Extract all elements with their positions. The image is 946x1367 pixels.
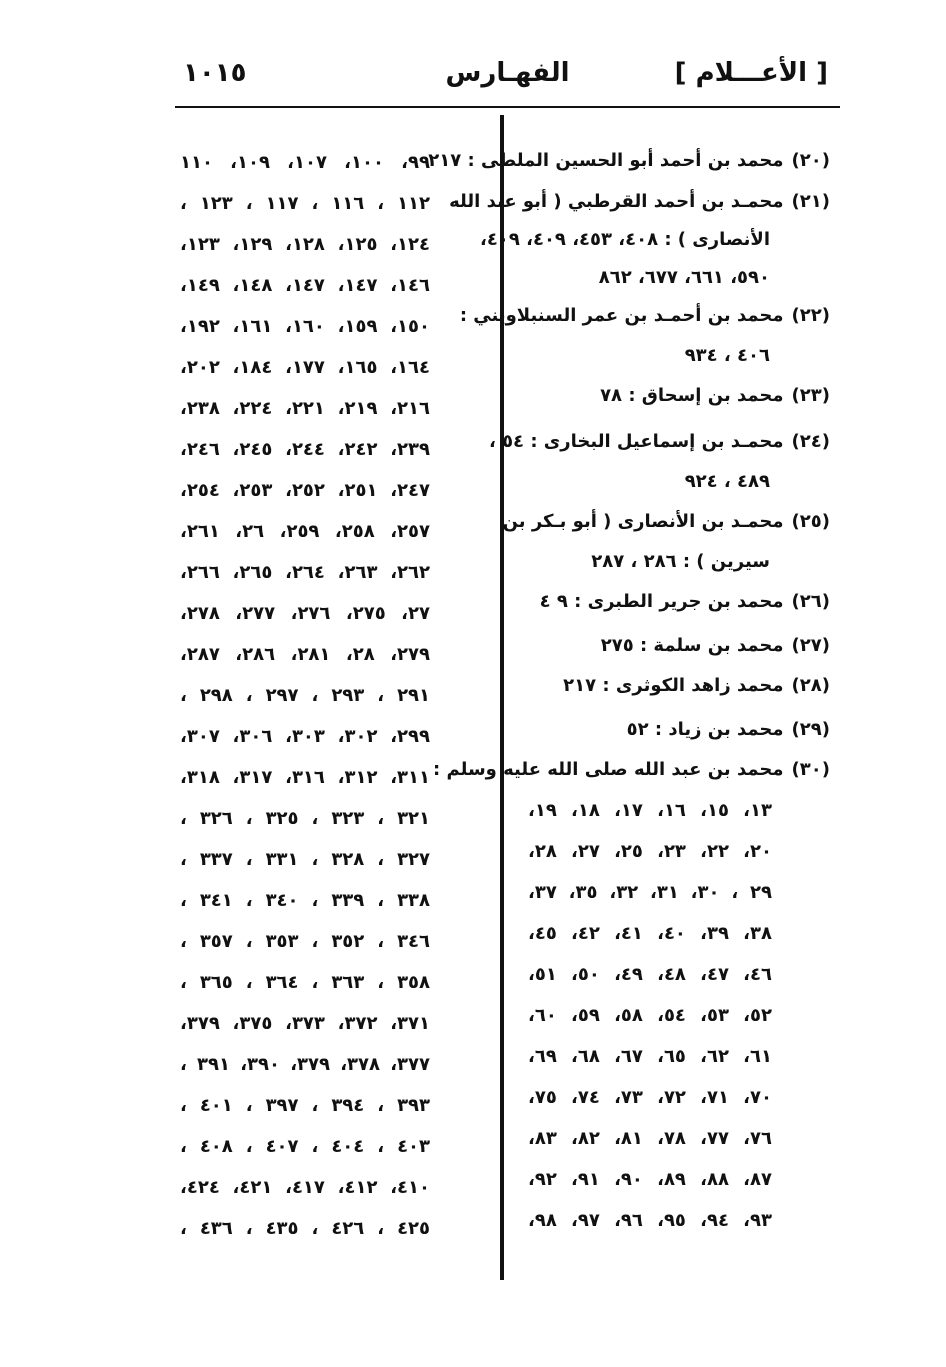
index-entry-29 [528, 715, 830, 745]
entry-number: (٣٠) [791, 759, 830, 780]
entry-number: (٢٢) [791, 305, 830, 326]
entry-continuation: ٥٩٠، ٦٦١، ٦٧٧، ٨٦٢ [598, 267, 770, 288]
reference-line: ٣٩٣ ، ٣٩٤ ، ٣٩٧ ، ٤٠١ ، [180, 1095, 431, 1116]
entry-number: (٢٦) [791, 591, 830, 612]
entry-text: محمد زاهد الكوثرى : ٢١٧ [563, 675, 784, 696]
reference-line: ١٢٤، ١٢٥، ١٢٨، ١٢٩، ١٢٣، [180, 234, 430, 255]
index-entry-24 [488, 427, 830, 497]
entry-text: محمـد بن أحمد القرطبي ( أبو عبد الله [449, 191, 784, 212]
reference-line: ٤٠٣ ، ٤٠٤ ، ٤٠٧ ، ٤٠٨ ، [180, 1136, 431, 1157]
reference-line: ٣٢١ ، ٣٢٣ ، ٣٢٥ ، ٣٢٦ ، [180, 808, 431, 829]
entry-number: (٢٩) [791, 719, 830, 740]
left-column [180, 148, 430, 1255]
entry-text: محمد بن جرير الطبرى : ٩ ٤ [539, 591, 784, 612]
reference-line: ٩٩، ١٠٠، ١٠٧، ١٠٩، ١١٠ [180, 152, 430, 173]
section-label: [ الأعـــلام ] [674, 58, 828, 88]
index-entry-21 [449, 187, 830, 293]
column-divider [500, 115, 504, 1280]
reference-line: ٣٤٦ ، ٣٥٢ ، ٣٥٣ ، ٣٥٧ ، [180, 931, 431, 952]
entry-number: (٢٠) [791, 150, 830, 171]
reference-line: ٣٥٨ ، ٣٦٣ ، ٣٦٤ ، ٣٦٥ ، [180, 972, 431, 993]
reference-line: ٣٣٨ ، ٣٣٩ ، ٣٤٠ ، ٣٤١ ، [180, 890, 431, 911]
entry-continuation: ٤٠٦ ، ٩٣٤ [684, 345, 770, 366]
reference-line: ٢٦٢، ٢٦٣، ٢٦٤، ٢٦٥، ٢٦٦، [180, 562, 430, 583]
entry-number: (٢٨) [791, 675, 830, 696]
reference-line: ٣٢٧ ، ٣٢٨ ، ٣٣١ ، ٣٣٧ ، [180, 849, 431, 870]
entry-text: محمد بن أحمد أبو الحسين الملطى : ٢١٧ [428, 150, 784, 171]
index-entry-22 [459, 301, 830, 371]
entry-reference-line: ٨٧، ٨٨، ٨٩، ٩٠، ٩١، ٩٢، [528, 1169, 772, 1190]
index-entry-20 [428, 146, 830, 176]
entry-reference-line: ٤٦، ٤٧، ٤٨، ٤٩، ٥٠، ٥١، [528, 964, 772, 985]
entry-text: محمد بن إسحاق : ٧٨ [600, 385, 784, 406]
reference-line: ٣٧١، ٣٧٢، ٣٧٣، ٣٧٥، ٣٧٩، [180, 1013, 430, 1034]
entry-reference-line: ٦١، ٦٢، ٦٥، ٦٧، ٦٨، ٦٩، [528, 1046, 772, 1067]
reference-line: ٤١٠، ٤١٢، ٤١٧، ٤٢١، ٤٢٤، [180, 1177, 430, 1198]
index-entry-25 [502, 507, 830, 577]
entry-reference-line: ٢٠، ٢٢، ٢٣، ٢٥، ٢٧، ٢٨، [528, 841, 772, 862]
right-column [428, 146, 830, 1236]
entry-reference-line: ٩٣، ٩٤، ٩٥، ٩٦، ٩٧، ٩٨، [528, 1210, 772, 1231]
reference-line: ٢٥٧، ٢٥٨، ٢٥٩، ٢٦، ٢٦١، [180, 521, 431, 542]
entry-text: محمـد بن إسماعيل البخارى : ٥٤ ، [488, 431, 784, 452]
reference-line: ٢٩٩، ٣٠٢، ٣٠٣، ٣٠٦، ٣٠٧، [180, 726, 430, 747]
entry-number: (٢١) [791, 191, 830, 212]
reference-line: ١١٢ ، ١١٦ ، ١١٧ ، ١٢٣ ، [180, 193, 431, 214]
entry-continuation: ٤٨٩ ، ٩٢٤ [684, 471, 770, 492]
entry-text: محمـد بن الأنصارى ( أبو بـكر بن [502, 511, 784, 532]
entry-reference-line: ١٣، ١٥، ١٦، ١٧، ١٨، ١٩، [528, 800, 772, 821]
entry-reference-line: ٥٢، ٥٣، ٥٤، ٥٨، ٥٩، ٦٠، [528, 1005, 772, 1026]
reference-line: ١٤٦، ١٤٧، ١٤٧، ١٤٨، ١٤٩، [180, 275, 430, 296]
reference-line: ٢٧٩، ٢٨، ٢٨١، ٢٨٦، ٢٨٧، [180, 644, 431, 665]
entry-reference-line: ٧٠، ٧١، ٧٢، ٧٣، ٧٤، ٧٥، [528, 1087, 772, 1108]
reference-line: ٣١١، ٣١٢، ٣١٦، ٣١٧، ٣١٨، [180, 767, 430, 788]
entry-text: محمد بن سلمة : ٢٧٥ [600, 635, 784, 656]
page-number: ١٠١٥ [183, 58, 247, 88]
entry-reference-line: ٧٦، ٧٧، ٧٨، ٨١، ٨٢، ٨٣، [528, 1128, 772, 1149]
reference-line: ٢١٦، ٢١٩، ٢٢١، ٢٢٤، ٢٣٨، [180, 398, 430, 419]
entry-text: محمد بن عبد الله صلى الله عليه وسلم : [433, 759, 784, 780]
entry-number: (٢٧) [791, 635, 830, 656]
index-entry-26 [528, 587, 830, 617]
entry-number: (٢٤) [791, 431, 830, 452]
running-title: الفهـارس [445, 58, 570, 88]
entry-continuation: الأنصارى ) : ٤٠٨، ٤٥٣، ٤٠٩، ٤٠٩، [480, 229, 770, 250]
header-rule [175, 106, 840, 108]
entry-text: محمد بن أحمـد بن عمر السنبلاويني : [459, 305, 784, 326]
index-entry-23 [528, 381, 830, 411]
reference-line: ٤٢٥ ، ٤٢٦ ، ٤٣٥ ، ٤٣٦ ، [180, 1218, 431, 1239]
reference-line: ٢٧، ٢٧٥، ٢٧٦، ٢٧٧، ٢٧٨، [180, 603, 431, 624]
entry-reference-line: ٢٩ ، ٣٠، ٣١، ٣٢، ٣٥، ٣٧، [528, 882, 773, 903]
reference-line: ٢٣٩، ٢٤٢، ٢٤٤، ٢٤٥، ٢٤٦، [180, 439, 430, 460]
index-entry-27 [528, 631, 830, 661]
entry-number: (٢٥) [791, 511, 830, 532]
reference-line: ١٦٤، ١٦٥، ١٧٧، ١٨٤، ٢٠٢، [180, 357, 430, 378]
reference-line: ٣٧٧، ٣٧٨، ٣٧٩، ٣٩٠، ٣٩١ ، [180, 1054, 430, 1075]
reference-line: ٢٩١ ، ٢٩٣ ، ٢٩٧ ، ٢٩٨ ، [180, 685, 431, 706]
entry-number: (٢٣) [791, 385, 830, 406]
entry-text: محمد بن زياد : ٥٢ [626, 719, 784, 740]
page-header [175, 52, 840, 104]
entry-reference-line: ٣٨، ٣٩، ٤٠، ٤١، ٤٢، ٤٥، [528, 923, 772, 944]
reference-line: ١٥٠، ١٥٩، ١٦٠، ١٦١، ١٩٢، [180, 316, 430, 337]
index-entry-28 [528, 671, 830, 701]
reference-line: ٢٤٧، ٢٥١، ٢٥٢، ٢٥٣، ٢٥٤، [180, 480, 430, 501]
index-entry-30 [433, 755, 830, 1236]
entry-continuation: سيرين ) : ٢٨٦ ، ٢٨٧ [591, 551, 770, 572]
